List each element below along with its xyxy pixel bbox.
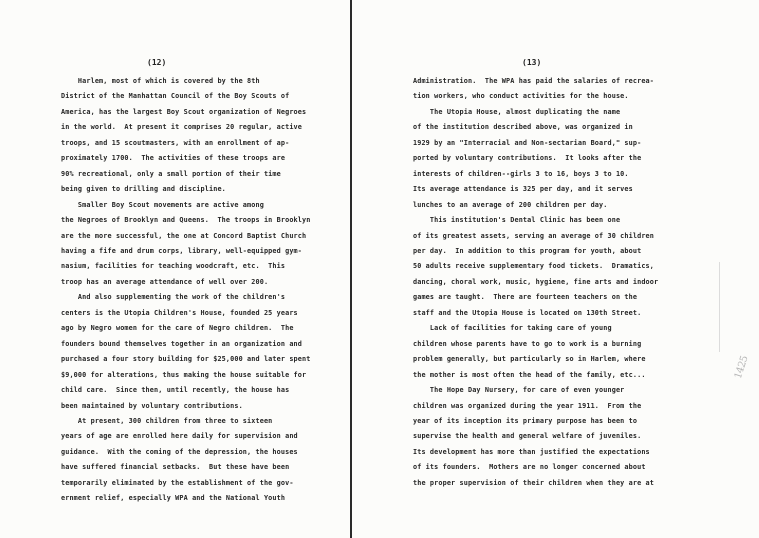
text-line: years of age are enrolled here daily for supervision and — [61, 432, 298, 441]
text-line: problem generally, but particularly so in Harlem, where — [413, 355, 646, 364]
text-line: of the institution described above, was organized in — [413, 123, 633, 132]
text-line: The Utopia House, almost duplicating the name — [413, 107, 621, 116]
text-line: And also supplementing the work of the children's — [61, 293, 286, 302]
text-line: supervise the health and general welfare of juveniles. — [413, 432, 642, 441]
text-line: children was organized during the year 1911. From the — [413, 401, 642, 410]
text-line: per day. In addition to this program for youth, about — [413, 246, 642, 255]
page-number: (12) — [147, 58, 167, 67]
text-line: District of the Manhattan Council of the Boy Scouts of — [61, 92, 290, 101]
text-line: are the more successful, the one at Concord Baptist Church — [61, 231, 307, 240]
text-line: interests of children--girls 3 to 16, boys 3 to 10. — [413, 169, 629, 178]
text-line: centers is the Utopia Children's House, founded 25 years — [61, 308, 298, 317]
text-line: children whose parents have to go to work is a burning — [413, 339, 642, 348]
text-line: ago by Negro women for the care of Negro children. The — [61, 324, 294, 333]
text-line: been maintained by voluntary contributions. — [61, 401, 243, 410]
text-line: This institution's Dental Clinic has been one — [413, 216, 621, 225]
text-line: purchased a four story building for $25,000 and later spent — [61, 355, 311, 364]
text-line: games are taught. There are fourteen teachers on the — [413, 293, 638, 302]
text-line: At present, 300 children from three to sixteen — [61, 416, 273, 425]
margin-rule — [719, 262, 720, 352]
page-text — [61, 74, 310, 507]
handwritten-margin-note: 1425 — [732, 354, 751, 381]
text-line: dancing, choral work, music, hygiene, fine arts and indoor — [413, 277, 659, 286]
right-page — [352, 0, 759, 538]
page-number: (13) — [522, 58, 542, 67]
text-line: Smaller Boy Scout movements are active among — [61, 200, 264, 209]
text-line: having a fife and drum corps, library, well-equipped gym- — [61, 246, 302, 255]
text-line: ernment relief, especially WPA and the National Youth — [61, 494, 286, 503]
text-line: in the world. At present it comprises 20 regular, active — [61, 123, 302, 132]
text-line: ported by voluntary contributions. It looks after the — [413, 154, 642, 163]
text-line: 1929 by an "Interracial and Non-sectarian Board," sup- — [413, 138, 642, 147]
text-line: Harlem, most of which is covered by the 8th — [61, 77, 260, 85]
text-line: the mother is most often the head of the family, etc... — [413, 370, 646, 379]
text-line: proximately 1700. The activities of these troops are — [61, 154, 286, 163]
text-line: The Hope Day Nursery, for care of even younger — [413, 386, 625, 395]
text-line: troops, and 15 scoutmasters, with an enrollment of ap- — [61, 138, 290, 147]
text-line: the proper supervision of their children when they are at — [413, 478, 654, 487]
text-line: the Negroes of Brooklyn and Queens. The troops in Brooklyn — [61, 216, 311, 225]
text-line: Administration. The WPA has paid the salaries of recrea- — [413, 77, 654, 85]
text-line: 50 adults receive supplementary food tickets. Dramatics, — [413, 262, 654, 271]
text-line: of its founders. Mothers are no longer concerned about — [413, 463, 646, 472]
text-line: $9,000 for alterations, thus making the house suitable for — [61, 370, 307, 379]
text-line: Lack of facilities for taking care of young — [413, 324, 612, 333]
text-line: Its average attendance is 325 per day, and it serves — [413, 185, 633, 194]
text-line: nasium, facilities for teaching woodcraft, etc. This — [61, 262, 286, 271]
text-line: temporarily eliminated by the establishment of the gov- — [61, 478, 294, 487]
text-line: of its greatest assets, serving an average of 30 children — [413, 231, 654, 240]
text-line: have suffered financial setbacks. But these have been — [61, 463, 290, 472]
text-line: year of its inception its primary purpose has been to — [413, 416, 638, 425]
text-line: 90% recreational, only a small portion of their time — [61, 169, 281, 178]
text-line: tion workers, who conduct activities for the house. — [413, 92, 629, 101]
text-line: lunches to an average of 200 children per day. — [413, 200, 608, 209]
left-page — [0, 0, 350, 538]
text-line: child care. Since then, until recently, the house has — [61, 386, 290, 395]
text-line: Its development has more than justified the expectations — [413, 447, 650, 456]
text-line: founders bound themselves together in an organization and — [61, 339, 302, 348]
page-text — [413, 74, 658, 491]
text-line: guidance. With the coming of the depression, the houses — [61, 447, 298, 456]
text-line: troop has an average attendance of well over 200. — [61, 277, 269, 286]
text-line: America, has the largest Boy Scout organization of Negroes — [61, 107, 307, 116]
text-line: staff and the Utopia House is located on 130th Street. — [413, 308, 642, 317]
text-line: being given to drilling and discipline. — [61, 185, 226, 194]
